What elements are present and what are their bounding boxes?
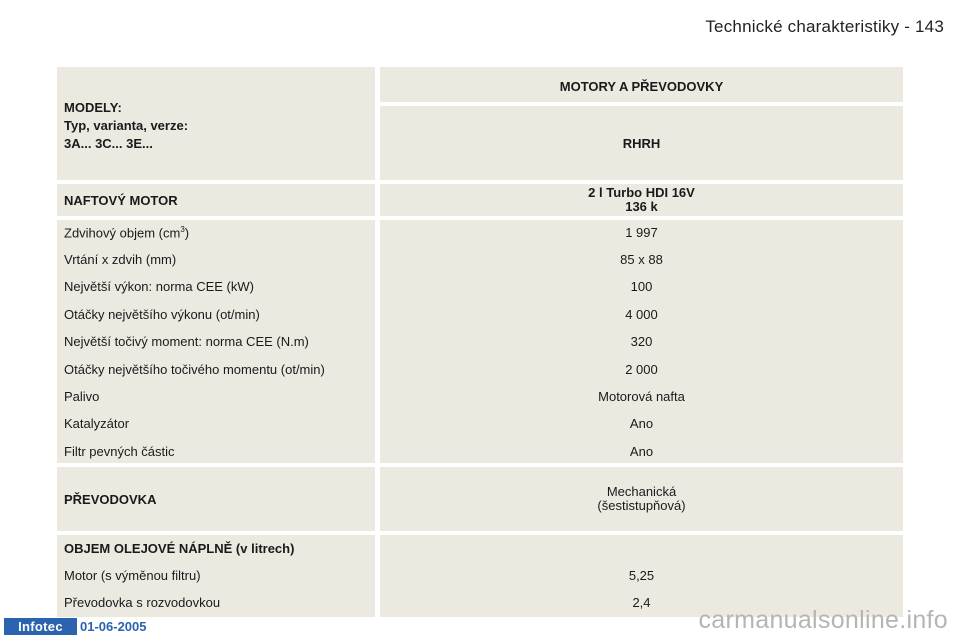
oil-label: Motor (s výměnou filtru): [64, 568, 201, 583]
spec-label: Katalyzátor: [64, 416, 130, 431]
oil-value: 2,4: [632, 595, 651, 610]
spec-value: Ano: [629, 444, 654, 459]
spec-label: Největší točivý moment: norma CEE (N.m): [64, 334, 309, 349]
spec-value: Ano: [629, 416, 654, 431]
spec-value: 2 000: [625, 362, 658, 377]
gearbox-value-line1: Mechanická: [606, 484, 677, 499]
spec-value: 320: [630, 334, 653, 349]
footer-date: 01-06-2005: [80, 619, 147, 634]
page-header: Technické charakteristiky - 143: [705, 17, 944, 36]
engine-name: [380, 186, 903, 214]
spec-label-displacement: Zdvihový objem $(cm^3)$: [64, 225, 190, 241]
spec-label: Palivo: [64, 389, 100, 404]
engine-name-line2: 136 k: [625, 199, 658, 214]
oil-value: 5,25: [628, 568, 655, 583]
watermark: carmanualsonline.info: [698, 606, 948, 634]
spec-label: Otáčky největšího výkonu (ot/min): [64, 307, 260, 322]
gearbox-label: PŘEVODOVKA: [64, 492, 157, 507]
spec-value: 100: [630, 279, 653, 294]
oil-label: Převodovka s rozvodovkou: [64, 595, 221, 610]
spec-label: Filtr pevných částic: [64, 444, 175, 459]
models-subtitle: Typ, varianta, verze:: [64, 118, 189, 133]
spec-label: Otáčky největšího točivého momentu (ot/min): [64, 362, 325, 377]
gearbox-value: [380, 485, 903, 513]
spec-label: Největší výkon: norma CEE (kW): [64, 279, 254, 294]
engine-code: RHRH: [622, 136, 661, 151]
spec-value: Motorová nafta: [598, 389, 685, 404]
spec-value: 85 x 88: [620, 252, 663, 267]
engine-label: NAFTOVÝ MOTOR: [64, 193, 178, 208]
spec-value: 1 997: [625, 225, 658, 240]
oil-header: OBJEM OLEJOVÉ NÁPLNĚ (v litrech): [64, 541, 295, 556]
infotec-badge: Infotec: [4, 618, 77, 635]
gearbox-value-line2: (šestistupňová): [597, 498, 686, 513]
models-codes: 3A... 3C... 3E...: [64, 136, 153, 151]
group-header: MOTORY A PŘEVODOVKY: [559, 79, 724, 94]
spec-label: Vrtání x zdvih (mm): [64, 252, 177, 267]
models-title: MODELY:: [64, 100, 122, 115]
engine-name-line1: 2 l Turbo HDI 16V: [588, 185, 695, 200]
spec-value: 4 000: [625, 307, 658, 322]
